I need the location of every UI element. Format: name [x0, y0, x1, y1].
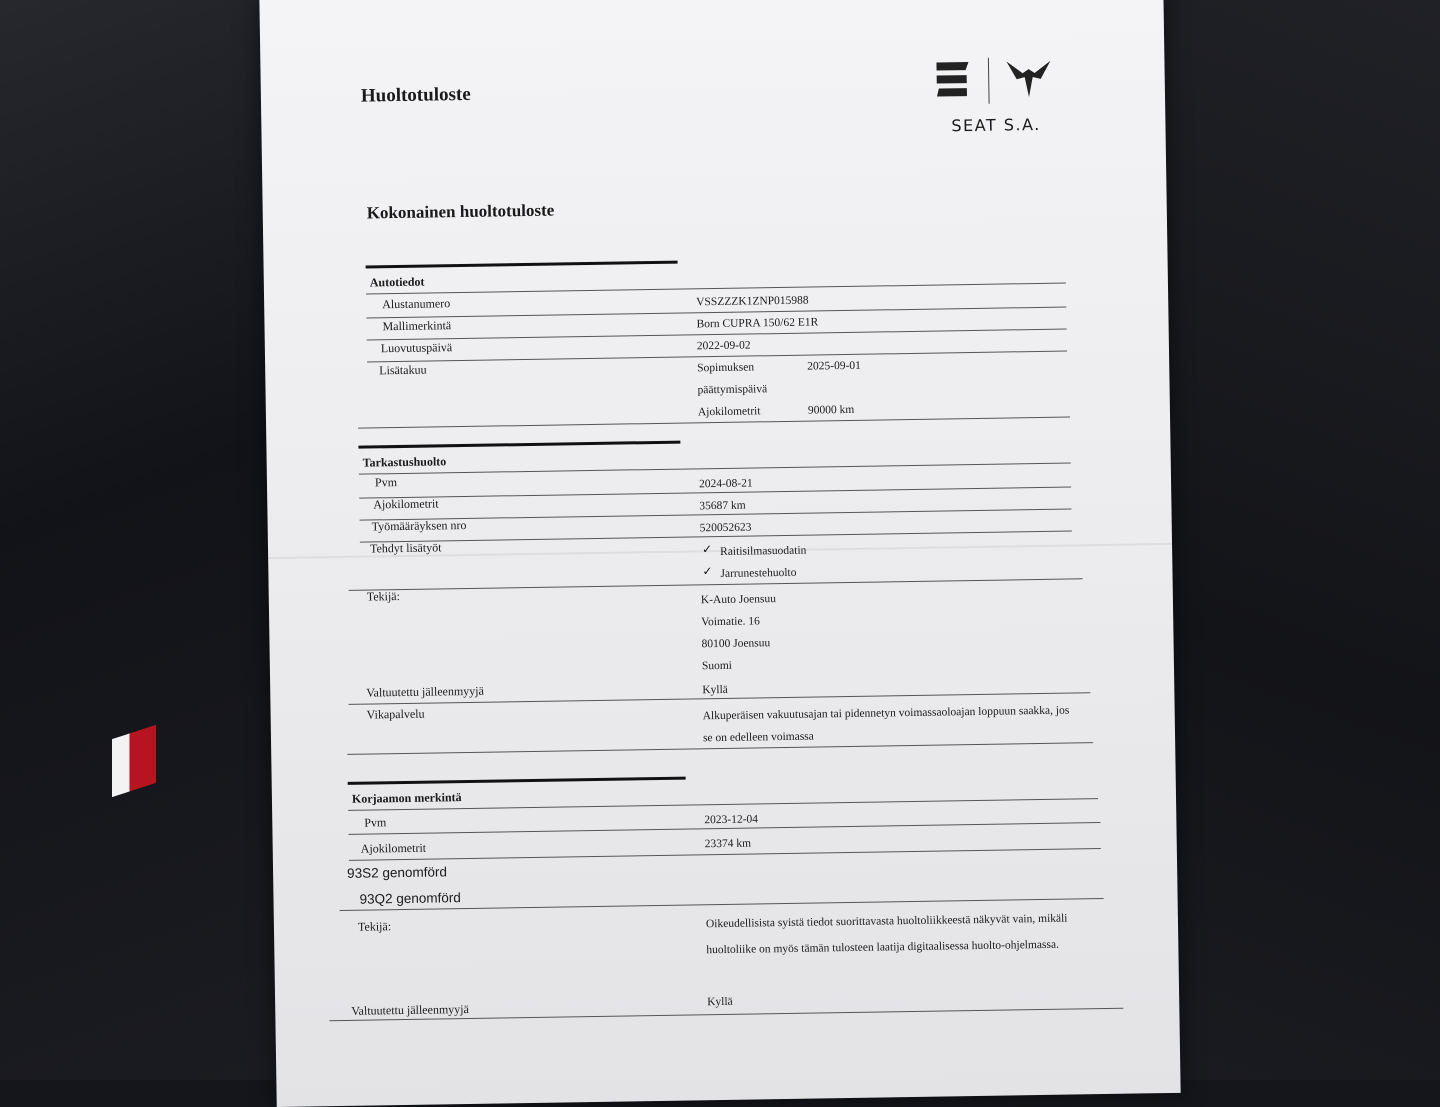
check-icon: ✓	[701, 542, 713, 557]
value-ajokilometrit: 35687 km	[699, 499, 746, 513]
document-subtitle: Kokonainen huoltotuloste	[366, 200, 555, 223]
row-divider	[359, 462, 1071, 474]
row-divider	[358, 416, 1070, 428]
label-tehdyt-lisatyot: Tehdyt lisätyöt	[369, 540, 442, 556]
label-valtuutettu: Valtuutettu jälleenmyyjä	[366, 683, 485, 700]
value-luovutuspaiva: 2022-09-02	[696, 339, 751, 353]
label-korjaamo-tekija: Tekijä:	[357, 919, 392, 934]
value-lisatyo-1: Raitisilmasuodatin	[720, 544, 807, 558]
value-mallimerkinta: Born CUPRA 150/62 E1R	[696, 316, 819, 331]
value-korjaamo-km: 23374 km	[704, 837, 752, 851]
row-divider	[366, 283, 1066, 295]
service-printout-paper	[259, 0, 1180, 1107]
label-tekija: Tekijä:	[366, 589, 401, 604]
value-tyomaarays: 520052623	[699, 521, 752, 535]
value-korjaamo-pvm: 2023-12-04	[704, 813, 759, 827]
label-vikapalvelu: Vikapalvelu	[366, 706, 425, 722]
background-left	[0, 0, 300, 1080]
row-divider	[367, 329, 1067, 341]
label-alustanumero: Alustanumero	[382, 296, 451, 312]
document-title: Huoltotuloste	[360, 83, 471, 107]
section-title-autotiedot: Autotiedot	[369, 274, 425, 290]
row-divider	[347, 742, 1093, 755]
row-divider	[366, 307, 1066, 319]
background-right	[1140, 0, 1440, 1080]
label-pvm: Pvm	[374, 475, 398, 490]
label-korjaamo-valtuutettu: Valtuutettu jälleenmyyjä	[351, 1002, 470, 1018]
label-tyomaarays: Työmääräyksen nro	[371, 517, 467, 534]
label-korjaamo-pvm: Pvm	[364, 815, 387, 830]
label-sopimuksen: Sopimuksen	[697, 361, 755, 375]
value-korjaamo-tekija-line-2: huoltoliike on myös tämän tulosteen laatija digitaalisessa huolto-ohjelmassa.	[706, 938, 1060, 957]
label-ajokilometrit: Ajokilometrit	[373, 496, 439, 512]
label-paattymispaiva: päättymispäivä	[697, 383, 768, 397]
section-title-korjaamo: Korjaamon merkintä	[351, 790, 462, 806]
value-paattymispaiva: 2025-09-01	[807, 359, 861, 373]
value-takuu-km: 90000 km	[807, 403, 855, 417]
row-divider	[349, 578, 1083, 591]
section-title-tarkastushuolto: Tarkastushuolto	[362, 454, 447, 470]
label-luovutuspaiva: Luovutuspäivä	[380, 340, 453, 356]
section-bar-autotiedot	[366, 261, 678, 269]
brand-name: SEAT S.A.	[951, 114, 1041, 136]
row-divider	[349, 848, 1101, 861]
value-vikapalvelu-line-1: Alkuperäisen vakuutusajan tai pidennetyn voimassaoloajan loppuun saakka, jos	[702, 704, 1070, 723]
value-alustanumero: VSSZZZK1ZNP015988	[696, 294, 809, 309]
value-tekija-line-3: 80100 Joensuu	[701, 637, 771, 651]
cupra-logo-icon	[1004, 59, 1053, 100]
check-icon: ✓	[702, 564, 713, 579]
section-bar-korjaamo	[348, 777, 686, 785]
label-lisatakuu: Lisätakuu	[379, 362, 427, 378]
value-vikapalvelu-line-2: se on edelleen voimassa	[702, 730, 814, 745]
value-tekija-line-1: K-Auto Joensuu	[700, 593, 777, 607]
value-valtuutettu: Kyllä	[702, 683, 728, 697]
label-korjaamo-km: Ajokilometrit	[360, 840, 427, 856]
value-tekija-line-2: Voimatie. 16	[701, 615, 760, 629]
value-korjaamo-valtuutettu: Kyllä	[707, 995, 733, 1009]
section-bar-tarkastushuolto	[358, 441, 680, 449]
row-divider	[367, 351, 1067, 363]
done-item-93q2: 93Q2 genomförd	[359, 890, 461, 907]
value-tekija-line-4: Suomi	[701, 659, 733, 673]
label-takuu-km: Ajokilometrit	[697, 405, 761, 419]
value-korjaamo-tekija-line-1: Oikeudellisista syistä tiedot suorittavasta huoltoliikkeestä näkyvät vain, mikäli	[705, 912, 1068, 931]
label-mallimerkinta: Mallimerkintä	[382, 318, 452, 334]
value-lisatyo-2: Jarrunestehuolto	[720, 566, 797, 580]
done-item-93s2: 93S2 genomförd	[346, 864, 448, 881]
value-pvm: 2024-08-21	[698, 477, 753, 491]
